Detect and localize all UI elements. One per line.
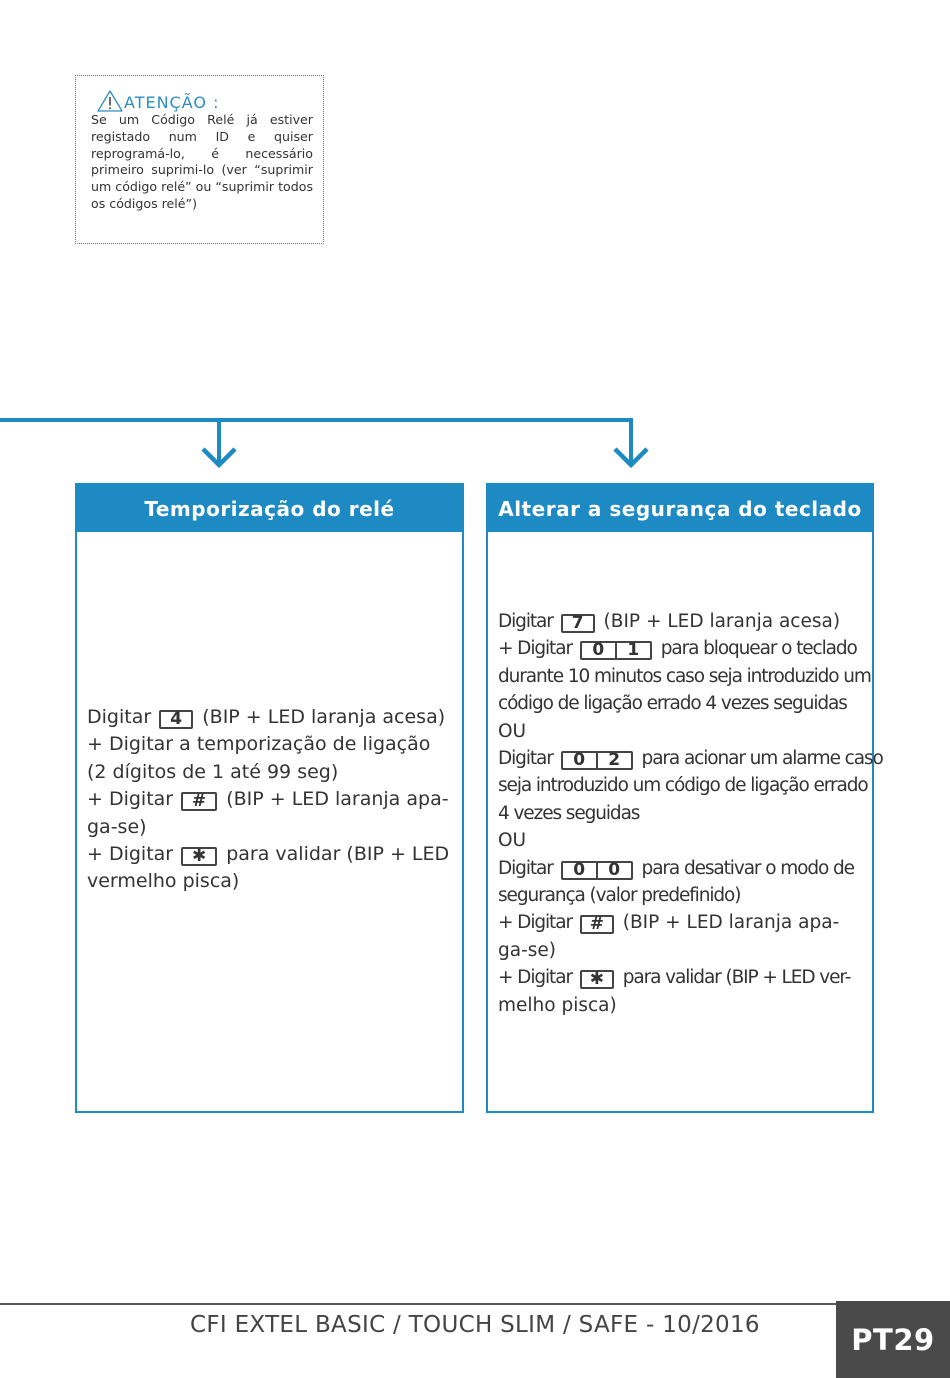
key-0: 0	[561, 861, 598, 880]
instruction-text: (BIP + LED laranja apa-	[622, 912, 840, 934]
instruction-line: segurança (valor predefinido)	[498, 885, 741, 907]
instruction-text: Digitar	[498, 748, 553, 770]
instruction-line: + Digitar a temporização de ligação	[87, 733, 431, 756]
warning-triangle-icon	[97, 90, 123, 112]
keypad-security-box	[486, 483, 883, 1113]
instruction-text: para acionar um alarme caso	[641, 748, 883, 770]
page-number: PT29	[836, 1301, 950, 1378]
key-1: 1	[615, 641, 652, 660]
instruction-text: + Digitar	[87, 788, 174, 811]
keypad-security-title: Alterar a segurança do teclado	[488, 485, 872, 532]
instruction-text: Digitar	[87, 706, 152, 728]
flow-connectors	[0, 405, 950, 475]
relay-timing-box	[75, 483, 464, 1113]
instruction-text: + Digitar	[498, 967, 572, 989]
instruction-line: seja introduzido um código de ligação errado	[498, 775, 868, 797]
instruction-line	[87, 841, 458, 868]
key-0: 0	[561, 751, 598, 770]
instruction-line	[498, 745, 883, 772]
instruction-line: 4 vezes seguidas	[498, 802, 640, 824]
instruction-line: OU	[498, 720, 527, 742]
instruction-text: (BIP + LED laranja acesa)	[202, 706, 446, 728]
key-0: 0	[580, 641, 617, 660]
relay-timing-title: Temporização do relé	[77, 485, 462, 532]
instruction-text: para validar (BIP + LED	[226, 843, 450, 866]
instruction-line: vermelho pisca)	[87, 870, 240, 893]
key-star: ✱	[580, 970, 614, 989]
instruction-text: + Digitar	[498, 638, 572, 660]
keypad-security-instructions	[498, 608, 883, 1019]
instruction-line	[498, 964, 868, 991]
instruction-text: para bloquear o teclado	[660, 638, 857, 660]
instruction-line: (2 dígitos de 1 até 99 seg)	[87, 760, 339, 783]
key-pair-00	[561, 861, 633, 880]
instruction-text: (BIP + LED laranja apa-	[226, 788, 449, 811]
instruction-line: melho pisca)	[498, 994, 617, 1016]
key-pair-02	[561, 751, 633, 770]
instruction-line	[87, 786, 458, 813]
instruction-line	[87, 704, 458, 731]
key-pair-01	[580, 641, 652, 660]
footer-text: CFI EXTEL BASIC / TOUCH SLIM / SAFE - 10/2016	[190, 1312, 760, 1338]
instruction-text: Digitar	[498, 611, 553, 632]
instruction-line: OU	[498, 830, 527, 852]
attention-text: Se um Código Relé já estiver registado num ID e quiser reprogramá-lo, é necessário primeiro suprimi-lo (ver “suprimir um código relé” ou “suprimir todos os códigos relé”)	[91, 112, 313, 211]
instruction-line	[498, 635, 868, 662]
instruction-line: ga-se)	[87, 815, 147, 838]
instruction-line	[498, 608, 868, 635]
instruction-text: para desativar o modo de	[641, 857, 854, 879]
instruction-line: ga-se)	[498, 939, 556, 961]
footer-divider	[0, 1303, 836, 1305]
instruction-text: para validar (BIP + LED ver-	[622, 967, 851, 989]
key-7: 7	[561, 614, 595, 633]
key-hash: #	[580, 915, 614, 934]
key-2: 2	[596, 751, 633, 770]
instruction-text: + Digitar	[87, 843, 174, 866]
key-4: 4	[159, 710, 193, 729]
instruction-text: (BIP + LED laranja acesa)	[603, 611, 841, 632]
instruction-line: durante 10 minutos caso seja introduzido um	[498, 665, 871, 687]
attention-title-row	[97, 90, 313, 112]
instruction-line	[498, 909, 868, 936]
key-0: 0	[596, 861, 633, 880]
connector-line	[0, 420, 633, 463]
instruction-line	[498, 855, 868, 882]
attention-note	[75, 75, 324, 244]
instruction-text: Digitar	[498, 857, 553, 879]
key-star: ✱	[181, 847, 217, 866]
key-hash: #	[181, 792, 217, 811]
relay-timing-instructions	[87, 704, 458, 896]
instruction-text: + Digitar	[498, 912, 572, 934]
attention-title: ATENÇÃO :	[124, 93, 220, 112]
instruction-line: código de ligação errado 4 vezes seguidas	[498, 693, 847, 715]
